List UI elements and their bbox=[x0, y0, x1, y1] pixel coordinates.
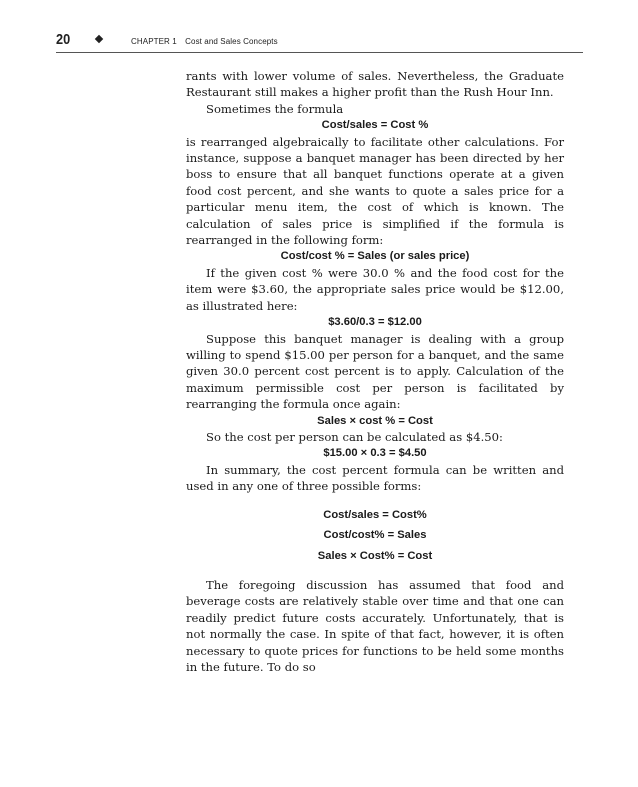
formula-summary bbox=[186, 505, 564, 567]
paragraph: If the given cost % were 30.0 % and the food cost for the item were $3.60, the appropriate sales price would be $12.00, as illustrated here: bbox=[186, 265, 564, 313]
diamond-bullet-icon bbox=[95, 35, 103, 43]
chapter-label: CHAPTER 1 bbox=[131, 37, 177, 46]
chapter-heading bbox=[131, 37, 278, 46]
paragraph: Sometimes the formula bbox=[206, 101, 344, 116]
formula: $15.00 × 0.3 = $4.50 bbox=[323, 447, 427, 460]
body-text bbox=[186, 68, 564, 676]
formula: Cost/sales = Cost % bbox=[321, 119, 429, 132]
paragraph: rants with lower volume of sales. Nevertheless, the Graduate Restaurant still makes a higher profit than the Rush Hour Inn. bbox=[186, 69, 564, 100]
paragraph: The foregoing discussion has assumed that food and beverage costs are relatively stable over time and that one can readily predict future costs accurately. Unfortunately, that is not normally the case. In spite of that fact, however, it is often necessary to quote prices for functions to be held some months in the future. To do so bbox=[186, 578, 564, 675]
header-rule bbox=[56, 52, 583, 53]
formula: Sales × cost % = Cost bbox=[317, 414, 433, 427]
formula: $3.60/0.3 = $12.00 bbox=[328, 316, 422, 329]
paragraph: So the cost per person can be calculated as $4.50: bbox=[206, 429, 503, 444]
paragraph: is rearranged algebraically to facilitate other calculations. For instance, suppose a banquet manager has been directed by her boss to ensure that all banquet functions operate at a given food cost percent, and she wants to quote a sales price for a particular menu item, the cost of which is known. The calculation of sales price is simplified if the formula is rearranged in the following form: bbox=[186, 134, 564, 248]
formula: Sales × Cost% = Cost bbox=[317, 549, 433, 562]
paragraph: In summary, the cost percent formula can be written and used in any one of three possible forms: bbox=[186, 462, 564, 494]
page-number: 20 bbox=[56, 31, 71, 48]
formula: Cost/cost % = Sales (or sales price) bbox=[280, 250, 470, 263]
formula: Cost/sales = Cost% bbox=[323, 508, 427, 521]
formula: Cost/cost% = Sales bbox=[323, 529, 427, 542]
paragraph: Suppose this banquet manager is dealing with a group willing to spend $15.00 per person for a banquet, and the same given 30.0 percent cost percent is to apply. Calculation of the maximum permissible cost per person is facilitated by rearranging the formula once again: bbox=[186, 331, 564, 412]
page-header bbox=[0, 0, 638, 60]
chapter-title: Cost and Sales Concepts bbox=[185, 37, 278, 46]
